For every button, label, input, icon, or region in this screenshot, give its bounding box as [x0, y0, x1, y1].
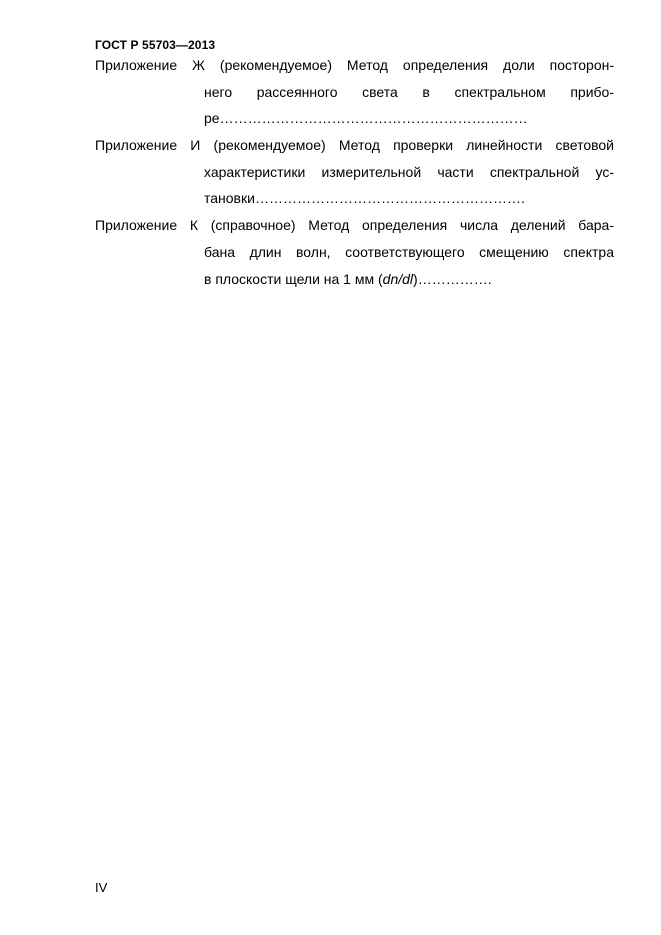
toc-entry-line: характеристики измерительной части спектральной ус-: [204, 163, 614, 180]
toc-entry-line: ре…………………………………………………………: [204, 110, 528, 127]
toc-entry-text: в плоскости щели на 1 мм (: [204, 270, 383, 287]
toc-entry-line: тановки………………………………………………….: [204, 190, 525, 207]
toc-entry-line: Приложение И (рекомендуемое) Метод проверки линейности световой: [95, 137, 614, 154]
toc-entry-line: него рассеянного света в спектральном прибо-: [204, 83, 614, 100]
table-of-contents: [95, 52, 614, 292]
toc-entry-line: [95, 266, 614, 293]
toc-entry-line: бана длин волн, соответствующего смещению спектра: [204, 243, 614, 260]
document-header: ГОСТ Р 55703—2013: [95, 38, 216, 52]
toc-entry-line: Приложение К (справочное) Метод определения числа делений бара-: [95, 217, 614, 234]
toc-entry-leader: )…………….: [413, 270, 492, 287]
page-number: IV: [95, 880, 108, 895]
toc-entry-appendix-zh: [95, 52, 614, 132]
formula-dn-dl: dn/dl: [382, 270, 414, 287]
toc-entry-appendix-i: [95, 132, 614, 212]
toc-entry-line: Приложение Ж (рекомендуемое) Метод определения доли посторон-: [95, 57, 614, 73]
toc-entry-appendix-k: [95, 212, 614, 292]
